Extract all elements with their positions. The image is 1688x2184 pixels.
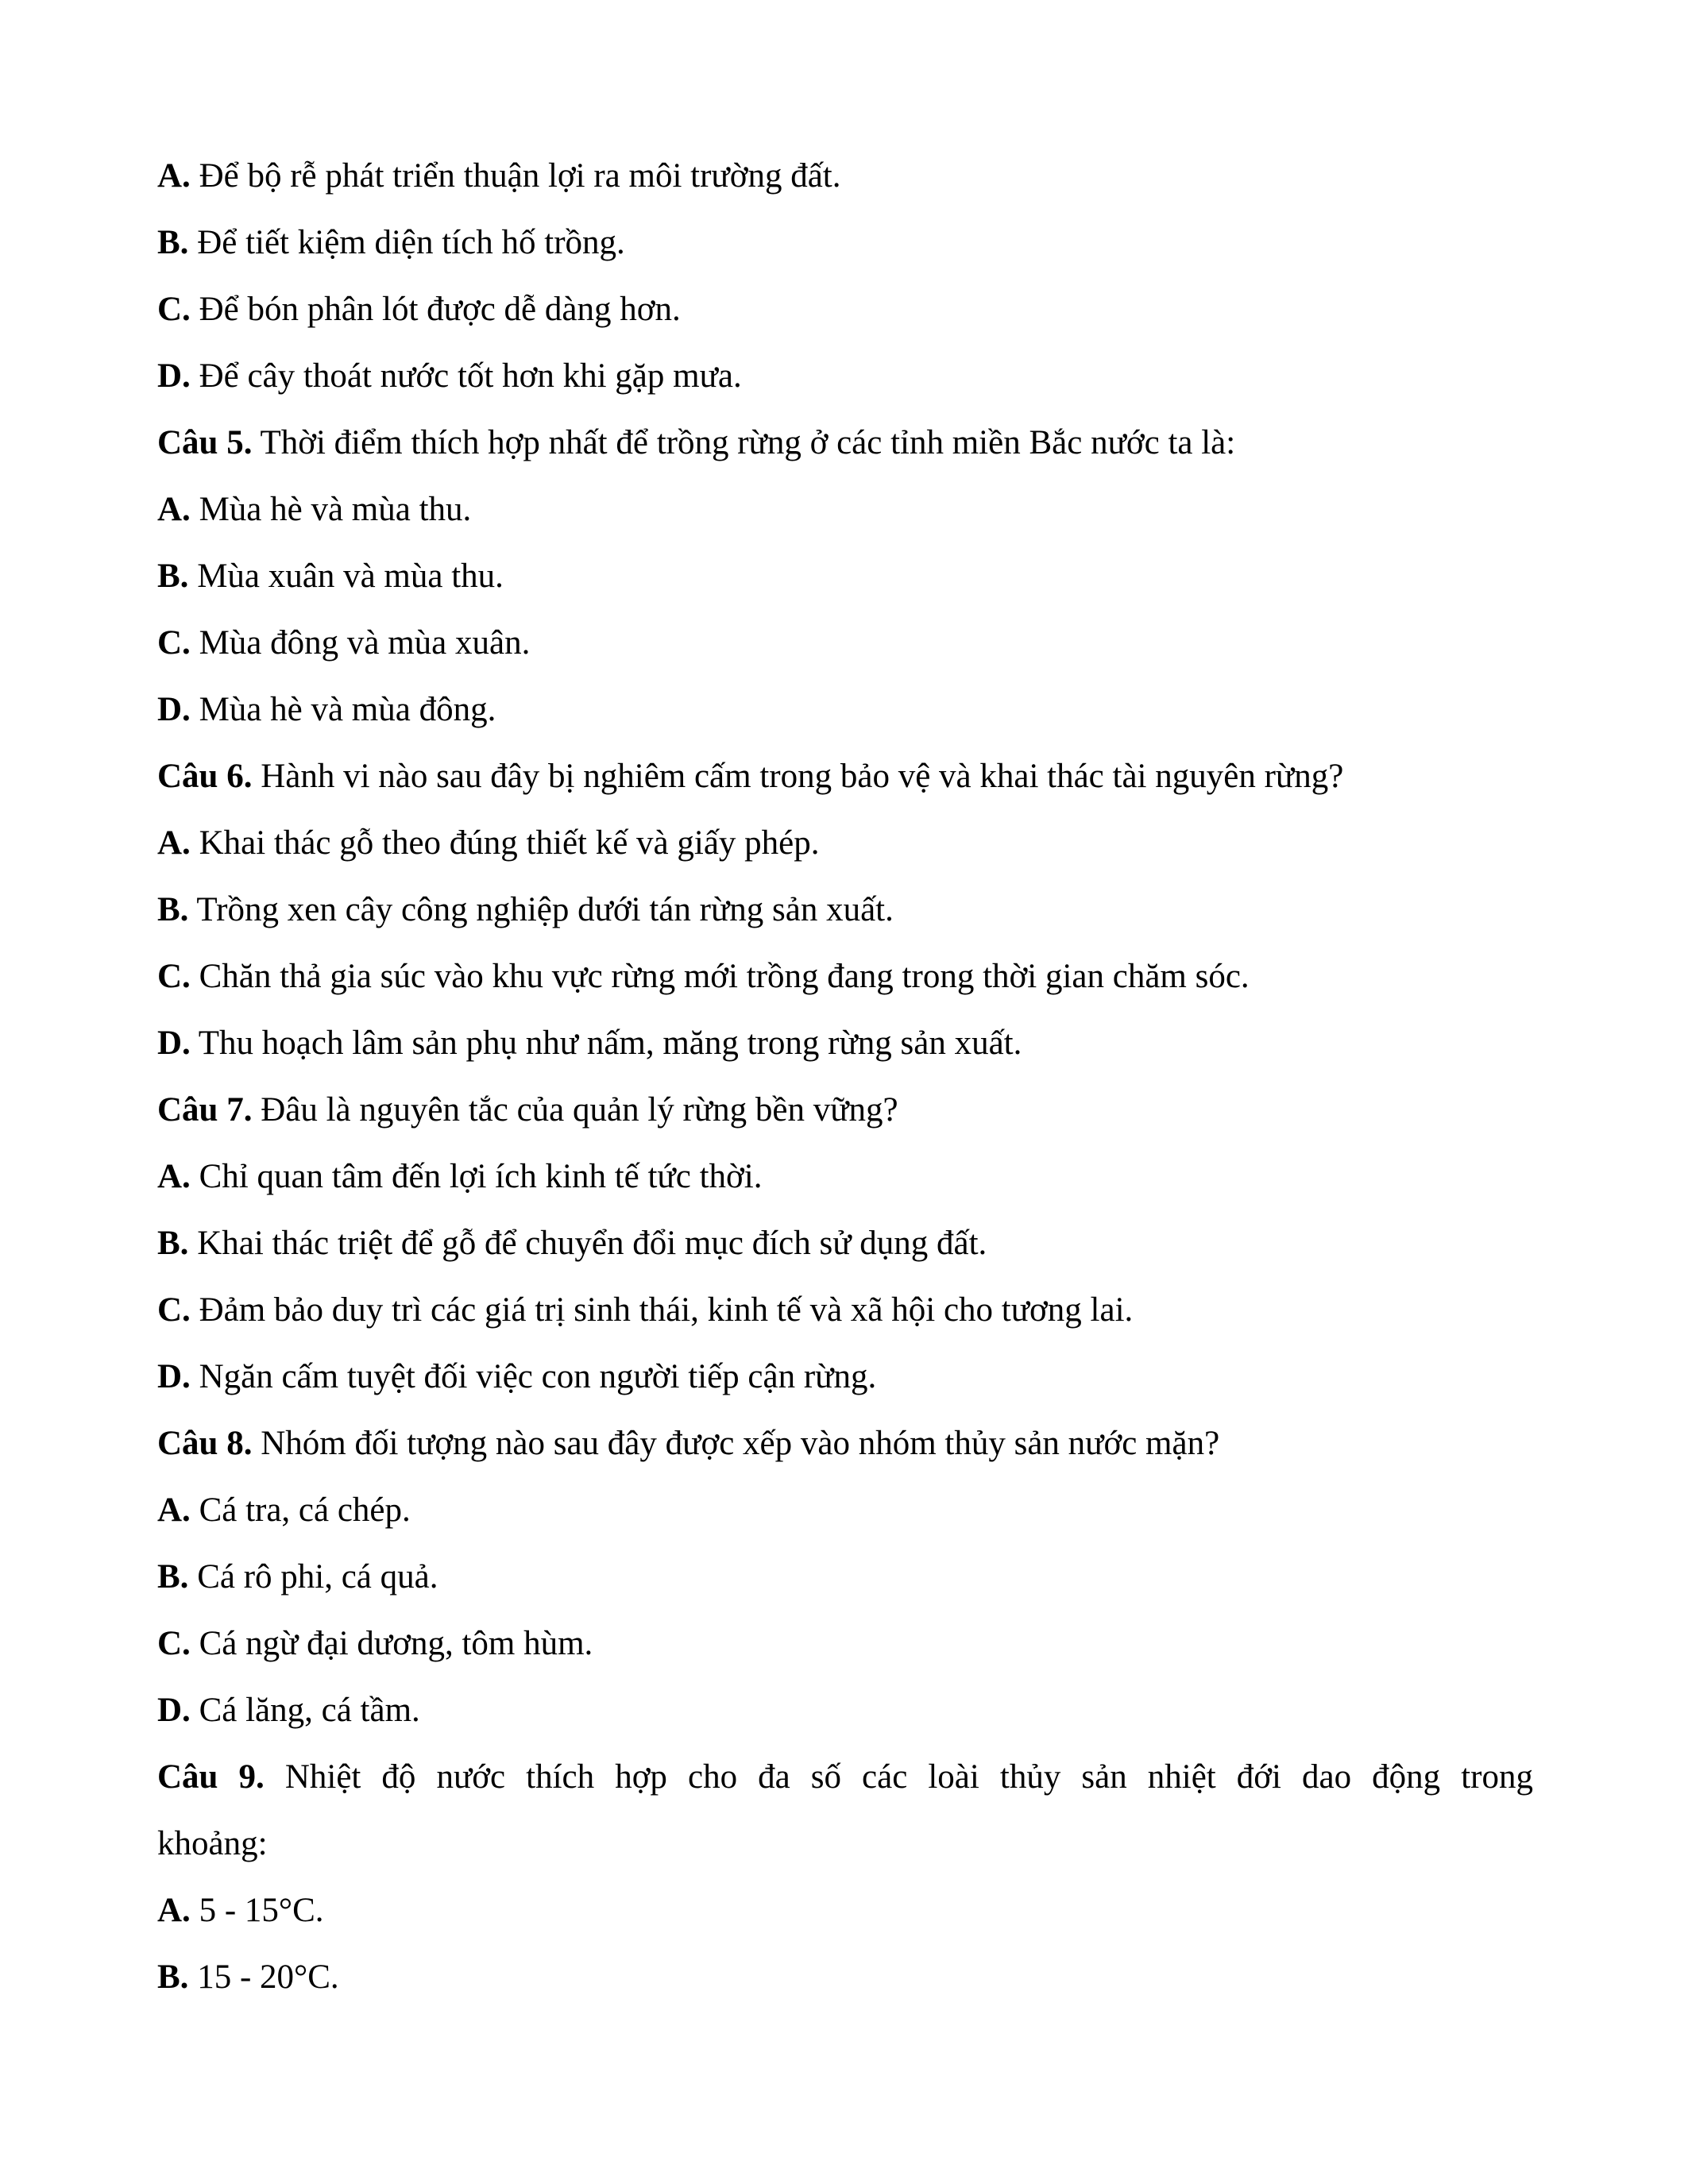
q6-option-c xyxy=(157,955,1250,999)
option-text: Để tiết kiệm diện tích hố trồng. xyxy=(188,224,625,261)
option-text: 15 - 20°C. xyxy=(188,1958,339,1996)
option-text: Cá rô phi, cá quả. xyxy=(188,1558,438,1596)
q6-option-a xyxy=(157,821,820,866)
question-label: Câu 9. xyxy=(157,1758,265,1796)
option-text: Ngăn cấm tuyệt đối việc con người tiếp cận rừng. xyxy=(190,1358,877,1395)
q4-option-b xyxy=(157,221,625,265)
option-text: Khai thác gỗ theo đúng thiết kế và giấy phép. xyxy=(190,824,820,862)
option-label: A. xyxy=(157,824,191,862)
q7-option-d xyxy=(157,1355,876,1399)
option-text: Mùa hè và mùa đông. xyxy=(190,691,496,728)
q9-stem-line1 xyxy=(157,1755,1533,1800)
q8-option-b xyxy=(157,1555,438,1599)
q5-option-d xyxy=(157,688,496,732)
q6-stem xyxy=(157,754,1343,799)
option-text: Đảm bảo duy trì các giá trị sinh thái, kinh tế và xã hội cho tương lai. xyxy=(190,1291,1134,1329)
q8-option-d xyxy=(157,1688,420,1733)
option-label: A. xyxy=(157,1892,191,1929)
q8-option-a xyxy=(157,1488,411,1533)
option-label: B. xyxy=(157,891,189,928)
option-label: B. xyxy=(157,1958,189,1996)
option-label: C. xyxy=(157,1291,191,1329)
option-text: Mùa xuân và mùa thu. xyxy=(188,558,504,595)
q5-stem xyxy=(157,421,1235,465)
question-text: Nhiệt độ nước thích hợp cho đa số các loài thủy sản nhiệt đới dao động trong xyxy=(264,1758,1533,1796)
q9-stem-line2 xyxy=(157,1822,268,1866)
option-text: Chăn thả gia súc vào khu vực rừng mới trồng đang trong thời gian chăm sóc. xyxy=(190,958,1250,995)
q9-option-a xyxy=(157,1889,324,1933)
option-text: Khai thác triệt để gỗ để chuyển đổi mục đích sử dụng đất. xyxy=(188,1225,987,1262)
q7-option-b xyxy=(157,1221,987,1266)
q5-option-a xyxy=(157,488,471,532)
option-text: Thu hoạch lâm sản phụ như nấm, măng trong rừng sản xuất. xyxy=(190,1024,1022,1062)
option-label: B. xyxy=(157,1225,189,1262)
option-label: D. xyxy=(157,1692,191,1729)
question-text: Thời điểm thích hợp nhất để trồng rừng ở các tỉnh miền Bắc nước ta là: xyxy=(252,424,1236,461)
option-label: C. xyxy=(157,624,191,662)
q7-option-c xyxy=(157,1288,1133,1333)
option-text: Cá tra, cá chép. xyxy=(190,1491,411,1529)
option-label: A. xyxy=(157,157,191,195)
question-label: Câu 7. xyxy=(157,1091,253,1129)
option-label: D. xyxy=(157,357,191,395)
question-label: Câu 5. xyxy=(157,424,253,461)
option-text: Trồng xen cây công nghiệp dưới tán rừng sản xuất. xyxy=(188,891,894,928)
q9-option-b xyxy=(157,1955,339,2000)
q4-option-a xyxy=(157,154,841,199)
option-label: A. xyxy=(157,1158,191,1195)
option-label: D. xyxy=(157,1358,191,1395)
option-label: C. xyxy=(157,1625,191,1662)
q8-option-c xyxy=(157,1622,593,1666)
option-label: D. xyxy=(157,691,191,728)
q4-option-d xyxy=(157,354,742,399)
q5-option-b xyxy=(157,554,504,599)
question-text: Nhóm đối tượng nào sau đây được xếp vào nhóm thủy sản nước mặn? xyxy=(252,1425,1220,1462)
q5-option-c xyxy=(157,621,530,666)
option-label: C. xyxy=(157,291,191,328)
question-text-continued: khoảng: xyxy=(157,1825,268,1862)
option-label: C. xyxy=(157,958,191,995)
option-text: Chỉ quan tâm đến lợi ích kinh tế tức thời. xyxy=(190,1158,763,1195)
option-label: B. xyxy=(157,224,189,261)
option-label: A. xyxy=(157,491,191,528)
q6-option-b xyxy=(157,888,894,932)
option-label: B. xyxy=(157,558,189,595)
question-label: Câu 6. xyxy=(157,758,253,795)
option-text: Mùa đông và mùa xuân. xyxy=(190,624,531,662)
option-text: Để bón phân lót được dễ dàng hơn. xyxy=(190,291,681,328)
option-label: A. xyxy=(157,1491,191,1529)
option-text: Để cây thoát nước tốt hơn khi gặp mưa. xyxy=(190,357,742,395)
question-label: Câu 8. xyxy=(157,1425,253,1462)
option-text: Mùa hè và mùa thu. xyxy=(190,491,472,528)
q8-stem xyxy=(157,1422,1219,1466)
q7-stem xyxy=(157,1088,898,1133)
question-text: Hành vi nào sau đây bị nghiêm cấm trong bảo vệ và khai thác tài nguyên rừng? xyxy=(252,758,1344,795)
option-text: Cá ngừ đại dương, tôm hùm. xyxy=(190,1625,593,1662)
q6-option-d xyxy=(157,1021,1022,1066)
option-label: D. xyxy=(157,1024,191,1062)
question-text: Đâu là nguyên tắc của quản lý rừng bền vững? xyxy=(252,1091,898,1129)
option-text: Cá lăng, cá tầm. xyxy=(190,1692,420,1729)
q7-option-a xyxy=(157,1155,762,1199)
option-text: 5 - 15°C. xyxy=(190,1892,324,1929)
q4-option-c xyxy=(157,287,681,332)
option-label: B. xyxy=(157,1558,189,1596)
option-text: Để bộ rễ phát triển thuận lợi ra môi trường đất. xyxy=(190,157,841,195)
